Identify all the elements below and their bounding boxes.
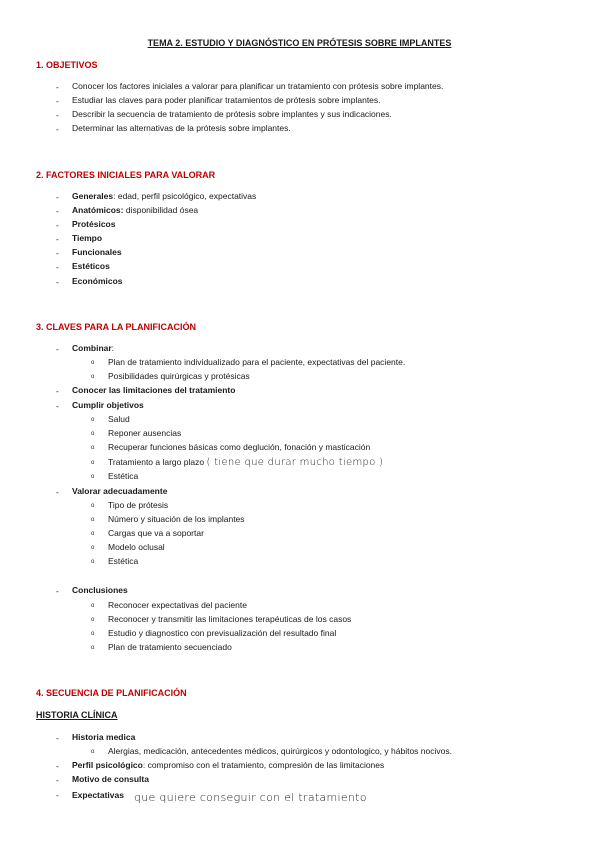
handwritten-note: ( tiene que durar mucho tiempo ) (206, 457, 384, 468)
list-item (72, 261, 110, 272)
bullet-dash: - (56, 248, 59, 258)
bullet-circle: o (91, 417, 95, 423)
item-label: Perfil psicológico (72, 760, 143, 770)
sub-list-item: Reponer ausencias (108, 428, 182, 438)
sub-list-item: Tipo de prótesis (108, 500, 169, 510)
list-item (72, 774, 149, 785)
item-text: : compromiso con el tratamiento, compresión de las limitaciones (142, 760, 385, 770)
bullet-circle: o (91, 360, 95, 366)
list-item (72, 789, 367, 804)
sub-list-item: Alergias, medicación, antecedentes médicos, quirúrgicos y odontologico, y hábitos nocivos. (108, 746, 452, 756)
list-item (72, 585, 128, 596)
bullet-circle: o (91, 374, 95, 380)
list-item (72, 205, 198, 216)
list-item (72, 247, 122, 258)
bullet-dash: - (56, 262, 59, 272)
bullet-circle: o (91, 559, 95, 565)
item-label: Motivo de consulta (72, 774, 149, 784)
subheading-historia-clinica: HISTORIA CLÍNICA (36, 710, 118, 720)
bullet-dash: - (56, 775, 59, 785)
bullet-dash: - (56, 487, 59, 497)
bullet-circle: o (91, 460, 95, 466)
sub-list-item: Salud (108, 414, 130, 424)
item-label: Tiempo (72, 233, 103, 243)
bullet-dash: - (56, 96, 59, 106)
list-item (72, 191, 256, 202)
bullet-dash: - (56, 192, 59, 202)
item-label: Historia medica (72, 732, 136, 742)
list-item (72, 760, 384, 771)
bullet-circle: o (91, 445, 95, 451)
bullet-circle: o (91, 617, 95, 623)
sub-list-item: Estética (108, 471, 139, 481)
item-label: Cumplir objetivos (72, 400, 144, 410)
sub-list-item: Modelo oclusal (108, 542, 165, 552)
item-label: Generales (72, 191, 114, 201)
item-label: Estéticos (72, 261, 110, 271)
sub-list-item: Número y situación de los implantes (108, 514, 245, 524)
bullet-circle: o (91, 431, 95, 437)
list-item (72, 385, 235, 396)
bullet-dash: - (56, 206, 59, 216)
list-item (72, 343, 114, 354)
list-item (72, 276, 123, 287)
list-item: Estudiar las claves para poder planificar tratamientos de prótesis sobre implantes. (72, 95, 381, 105)
item-label: Funcionales (72, 247, 122, 257)
list-item (72, 400, 144, 411)
bullet-dash: - (56, 401, 59, 411)
sub-list-item: Estudio y diagnostico con previsualización del resultado final (108, 628, 337, 638)
sub-list-item (108, 457, 383, 468)
item-label: Conocer las limitaciones del tratamiento (72, 385, 236, 395)
bullet-dash: - (56, 586, 59, 596)
bullet-circle: o (91, 545, 95, 551)
item-label: Combinar (72, 343, 112, 353)
sub-list-item: Cargas que va a soportar (108, 528, 204, 538)
bullet-circle: o (91, 531, 95, 537)
list-item (72, 486, 167, 497)
bullet-circle: o (91, 503, 95, 509)
sub-list-item: Posibilidades quirúrgicas y protésicas (108, 371, 250, 381)
bullet-circle: o (91, 631, 95, 637)
bullet-dash: - (56, 386, 59, 396)
bullet-dash: - (56, 234, 59, 244)
sub-list-item: Reconocer y transmitir las limitaciones terapéuticas de los casos (108, 614, 352, 624)
bullet-dash: - (56, 220, 59, 230)
bullet-circle: o (91, 749, 95, 755)
bullet-dash: - (56, 82, 59, 92)
item-label: Valorar adecuadamente (72, 486, 168, 496)
item-label: Económicos (72, 276, 123, 286)
item-text: : (111, 343, 115, 353)
bullet-dash: - (56, 790, 59, 800)
item-text: disponibilidad ósea (123, 205, 199, 215)
bullet-dash: - (56, 344, 59, 354)
item-label: Expectativas (72, 790, 124, 800)
sub-list-item: Estética (108, 556, 139, 566)
list-item: Describir la secuencia de tratamiento de prótesis sobre implantes y sus indicaciones. (72, 109, 392, 119)
bullet-dash: - (56, 124, 59, 134)
bullet-dash: - (56, 277, 59, 287)
sub-list-item: Plan de tratamiento individualizado para el paciente, expectativas del paciente. (108, 357, 406, 367)
list-item: Determinar las alternativas de la prótesis sobre implantes. (72, 123, 291, 133)
sub-list-item: Plan de tratamiento secuenciado (108, 642, 232, 652)
bullet-circle: o (91, 645, 95, 651)
section-heading-claves: 3. CLAVES PARA LA PLANIFICACIÓN (36, 322, 197, 332)
list-item (72, 732, 135, 743)
bullet-circle: o (91, 517, 95, 523)
item-label: Anatómicos: (72, 205, 124, 215)
sub-list-item: Reconocer expectativas del paciente (108, 600, 247, 610)
item-label: Protésicos (72, 219, 116, 229)
bullet-dash: - (56, 761, 59, 771)
bullet-circle: o (91, 474, 95, 480)
section-heading-factores: 2. FACTORES INICIALES PARA VALORAR (36, 170, 216, 180)
item-text: : edad, perfil psicológico, expectativas (113, 191, 257, 201)
handwritten-note: que quiere conseguir con el tratamiento (133, 791, 367, 804)
section-heading-objetivos: 1. OBJETIVOS (36, 60, 98, 70)
bullet-circle: o (91, 603, 95, 609)
bullet-dash: - (56, 110, 59, 120)
item-label: Conclusiones (72, 585, 128, 595)
section-heading-secuencia: 4. SECUENCIA DE PLANIFICACIÓN (36, 688, 187, 698)
list-item: Conocer los factores iniciales a valorar para planificar un tratamiento con prótesis sobre implantes. (72, 81, 444, 91)
item-text: Tratamiento a largo plazo (108, 457, 205, 467)
bullet-dash: - (56, 733, 59, 743)
list-item (72, 233, 102, 244)
document-title: TEMA 2. ESTUDIO Y DIAGNÓSTICO EN PRÓTESIS SOBRE IMPLANTES (147, 38, 452, 48)
list-item (72, 219, 115, 230)
sub-list-item: Recuperar funciones básicas como deglución, fonación y masticación (108, 442, 371, 452)
